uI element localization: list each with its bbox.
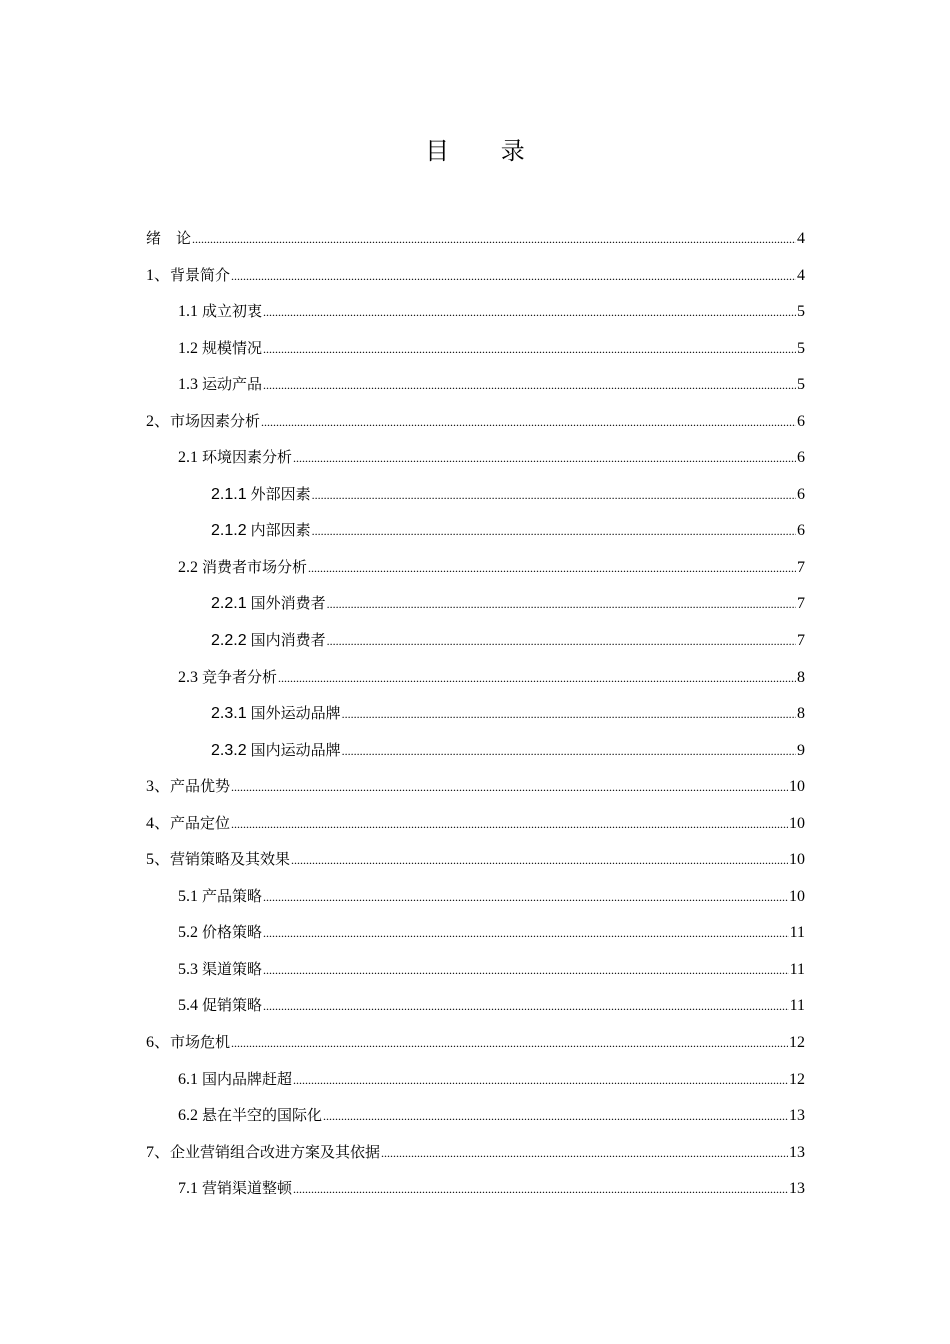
toc-entry-text: 成立初衷 bbox=[202, 302, 263, 320]
toc-entry-number: 2.1.1 bbox=[211, 486, 247, 503]
toc-entry[interactable] bbox=[178, 1170, 805, 1206]
toc-entry[interactable] bbox=[211, 512, 805, 548]
toc-entry-page: 5 bbox=[797, 376, 805, 393]
dot-leader bbox=[278, 660, 796, 696]
toc-entry-page: 4 bbox=[797, 230, 805, 247]
toc-entry-label bbox=[146, 220, 191, 257]
toc-entry-text: 规模情况 bbox=[202, 339, 263, 357]
toc-entry-page: 6 bbox=[797, 449, 805, 466]
toc-entry-page: 11 bbox=[789, 924, 805, 941]
dot-leader bbox=[312, 477, 796, 513]
dot-leader bbox=[263, 952, 789, 988]
toc-entry[interactable] bbox=[146, 768, 805, 804]
toc-entry-number: 5.2 bbox=[178, 924, 198, 941]
toc-entry[interactable] bbox=[178, 659, 805, 695]
dot-leader bbox=[308, 550, 796, 586]
toc-entry-page: 11 bbox=[789, 997, 805, 1014]
toc-entry-number: 1.3 bbox=[178, 376, 198, 393]
toc-entry-page: 10 bbox=[789, 778, 805, 795]
toc-entry-text: 竞争者分析 bbox=[202, 668, 278, 686]
toc-entry-number: 2.1 bbox=[178, 449, 198, 466]
toc-entry-text: 产品定位 bbox=[170, 814, 231, 832]
toc-entry-page: 13 bbox=[789, 1144, 805, 1161]
dot-leader bbox=[293, 440, 796, 476]
dot-leader bbox=[263, 367, 796, 403]
toc-entry-number: 2、 bbox=[146, 413, 171, 430]
toc-entry-number: 1.1 bbox=[178, 303, 198, 320]
toc-entry-page: 13 bbox=[789, 1107, 805, 1124]
toc-entry-label bbox=[211, 585, 326, 622]
toc-entry-label bbox=[211, 512, 311, 549]
dot-leader bbox=[323, 1098, 788, 1134]
toc-entry-label bbox=[178, 366, 262, 403]
toc-entry-number: 4、 bbox=[146, 815, 171, 832]
toc-entry-text: 内部因素 bbox=[250, 521, 311, 539]
toc-entry[interactable] bbox=[178, 914, 805, 950]
toc-entry-number: 2.2.2 bbox=[211, 632, 247, 649]
toc-entry[interactable] bbox=[146, 403, 805, 439]
toc-entry[interactable] bbox=[178, 330, 805, 366]
toc-entry-label bbox=[178, 987, 262, 1024]
toc-entry[interactable] bbox=[146, 1134, 805, 1170]
toc-entry[interactable] bbox=[211, 622, 805, 658]
toc-entry-page: 10 bbox=[789, 888, 805, 905]
toc-entry[interactable] bbox=[178, 878, 805, 914]
toc-entry-page: 6 bbox=[797, 413, 805, 430]
toc-entry-page: 13 bbox=[789, 1180, 805, 1197]
toc-entry-text: 企业营销组合改进方案及其依据 bbox=[170, 1143, 381, 1161]
toc-entry-page: 9 bbox=[797, 742, 805, 759]
toc-entry-page: 6 bbox=[797, 486, 805, 503]
toc-entry-label bbox=[178, 439, 292, 476]
toc-entry[interactable] bbox=[146, 841, 805, 877]
toc-entry-label bbox=[178, 951, 262, 988]
toc-entry-text: 运动产品 bbox=[202, 375, 263, 393]
toc-entry-label bbox=[146, 841, 290, 878]
toc-entry-text: 市场危机 bbox=[170, 1033, 231, 1051]
toc-entry-label bbox=[211, 622, 326, 659]
toc-title: 目 录 bbox=[425, 137, 547, 165]
toc-entry-label bbox=[211, 732, 341, 769]
dot-leader bbox=[261, 404, 796, 440]
toc-entry-text: 营销策略及其效果 bbox=[170, 850, 291, 868]
toc-entry-text: 国内运动品牌 bbox=[250, 741, 341, 759]
dot-leader bbox=[327, 623, 796, 659]
toc-entry-page: 10 bbox=[789, 851, 805, 868]
toc-entry-label bbox=[146, 403, 260, 440]
dot-leader bbox=[342, 733, 796, 769]
toc-entry-label bbox=[211, 476, 311, 513]
toc-entry-text: 渠道策略 bbox=[202, 960, 263, 978]
toc-entry[interactable] bbox=[211, 695, 805, 731]
dot-leader bbox=[263, 879, 788, 915]
toc-entry-page: 4 bbox=[797, 267, 805, 284]
toc-entry-number: 2.3.2 bbox=[211, 742, 247, 759]
toc-entry-label bbox=[178, 1097, 322, 1134]
dot-leader bbox=[327, 586, 796, 622]
toc-entry-label bbox=[146, 1134, 380, 1171]
toc-entry-page: 7 bbox=[797, 559, 805, 576]
toc-entry-label bbox=[146, 805, 230, 842]
toc-entry[interactable] bbox=[146, 1024, 805, 1060]
toc-entry-label bbox=[146, 768, 230, 805]
toc-entry-label bbox=[178, 878, 262, 915]
dot-leader bbox=[293, 1062, 788, 1098]
toc-entry[interactable] bbox=[146, 257, 805, 293]
toc-entry-text: 环境因素分析 bbox=[202, 448, 293, 466]
toc-entry-number: 2.2 bbox=[178, 559, 198, 576]
dot-leader bbox=[342, 696, 796, 732]
toc-entry-text: 促销策略 bbox=[202, 996, 263, 1014]
toc-entry-page: 8 bbox=[797, 705, 805, 722]
toc-entry[interactable] bbox=[178, 293, 805, 329]
toc-entry-label bbox=[178, 549, 307, 586]
toc-entry[interactable] bbox=[178, 549, 805, 585]
dot-leader bbox=[231, 1025, 788, 1061]
dot-leader bbox=[231, 769, 788, 805]
toc-entry-number: 7、 bbox=[146, 1144, 171, 1161]
toc-entry-number: 2.1.2 bbox=[211, 522, 247, 539]
toc-entry[interactable] bbox=[178, 951, 805, 987]
toc-entry-number: 5、 bbox=[146, 851, 171, 868]
dot-leader bbox=[192, 221, 796, 257]
toc-entry[interactable] bbox=[211, 585, 805, 621]
dot-leader bbox=[291, 842, 788, 878]
dot-leader bbox=[231, 806, 788, 842]
toc-entry-label bbox=[178, 659, 277, 696]
toc-entry-page: 7 bbox=[797, 632, 805, 649]
dot-leader bbox=[263, 331, 796, 367]
toc-entry[interactable] bbox=[211, 476, 805, 512]
toc-entry-page: 7 bbox=[797, 595, 805, 612]
toc-entry-label bbox=[178, 914, 262, 951]
toc-entry[interactable] bbox=[178, 1061, 805, 1097]
toc-entry-page: 8 bbox=[797, 669, 805, 686]
toc-entry-text: 悬在半空的国际化 bbox=[202, 1106, 323, 1124]
toc-entry-number: 2.3 bbox=[178, 669, 198, 686]
toc-entry-number: 2.2.1 bbox=[211, 595, 247, 612]
toc-entry-label bbox=[178, 1170, 292, 1207]
toc-entry-page: 11 bbox=[789, 961, 805, 978]
toc-entry[interactable] bbox=[178, 987, 805, 1023]
toc-entry-number: 2.3.1 bbox=[211, 705, 247, 722]
toc-entry-text: 产品优势 bbox=[170, 777, 231, 795]
toc-entry-text: 外部因素 bbox=[250, 485, 311, 503]
toc-entry-number: 3、 bbox=[146, 778, 171, 795]
toc-entry[interactable] bbox=[178, 366, 805, 402]
toc-entry-text: 价格策略 bbox=[202, 923, 263, 941]
toc-entry-page: 5 bbox=[797, 340, 805, 357]
dot-leader bbox=[263, 915, 789, 951]
toc-entry-text: 国外消费者 bbox=[250, 594, 326, 612]
toc-entry-text: 国外运动品牌 bbox=[250, 704, 341, 722]
toc-entry-page: 12 bbox=[789, 1034, 805, 1051]
toc-entry-text: 营销渠道整顿 bbox=[202, 1179, 293, 1197]
toc-entry-text: 产品策略 bbox=[202, 887, 263, 905]
toc-entry-page: 10 bbox=[789, 815, 805, 832]
toc-entry-number: 6.2 bbox=[178, 1107, 198, 1124]
toc-entry-page: 12 bbox=[789, 1071, 805, 1088]
dot-leader bbox=[312, 513, 796, 549]
toc-entry[interactable] bbox=[211, 732, 805, 768]
dot-leader bbox=[263, 988, 789, 1024]
toc-entry-text: 市场因素分析 bbox=[170, 412, 261, 430]
dot-leader bbox=[263, 294, 796, 330]
toc-entry-label bbox=[178, 293, 262, 330]
toc-entry-number: 1.2 bbox=[178, 340, 198, 357]
toc-entry[interactable] bbox=[146, 805, 805, 841]
toc-entry-text: 国内消费者 bbox=[250, 631, 326, 649]
dot-leader bbox=[293, 1171, 788, 1207]
toc-entry-number: 6、 bbox=[146, 1034, 171, 1051]
toc-entry-text: 背景简介 bbox=[170, 266, 231, 284]
toc-entry-number: 5.4 bbox=[178, 997, 198, 1014]
toc-entry-label bbox=[146, 257, 230, 294]
toc-entry[interactable] bbox=[178, 439, 805, 475]
toc-entry-text: 绪 论 bbox=[146, 229, 192, 247]
toc-entry[interactable] bbox=[178, 1097, 805, 1133]
toc-entry-label bbox=[178, 330, 262, 367]
toc-entry-text: 国内品牌赶超 bbox=[202, 1070, 293, 1088]
toc-entry-number: 6.1 bbox=[178, 1071, 198, 1088]
toc-entry-text: 消费者市场分析 bbox=[202, 558, 308, 576]
toc-entry-page: 5 bbox=[797, 303, 805, 320]
toc-entry-number: 7.1 bbox=[178, 1180, 198, 1197]
dot-leader bbox=[231, 258, 796, 294]
toc-entry[interactable] bbox=[146, 220, 805, 256]
toc-entry-label bbox=[178, 1061, 292, 1098]
toc-entry-label bbox=[211, 695, 341, 732]
dot-leader bbox=[381, 1135, 788, 1171]
toc-entry-label bbox=[146, 1024, 230, 1061]
toc-entry-page: 6 bbox=[797, 522, 805, 539]
toc-entry-number: 1、 bbox=[146, 267, 171, 284]
toc-entry-number: 5.1 bbox=[178, 888, 198, 905]
toc-entry-number: 5.3 bbox=[178, 961, 198, 978]
